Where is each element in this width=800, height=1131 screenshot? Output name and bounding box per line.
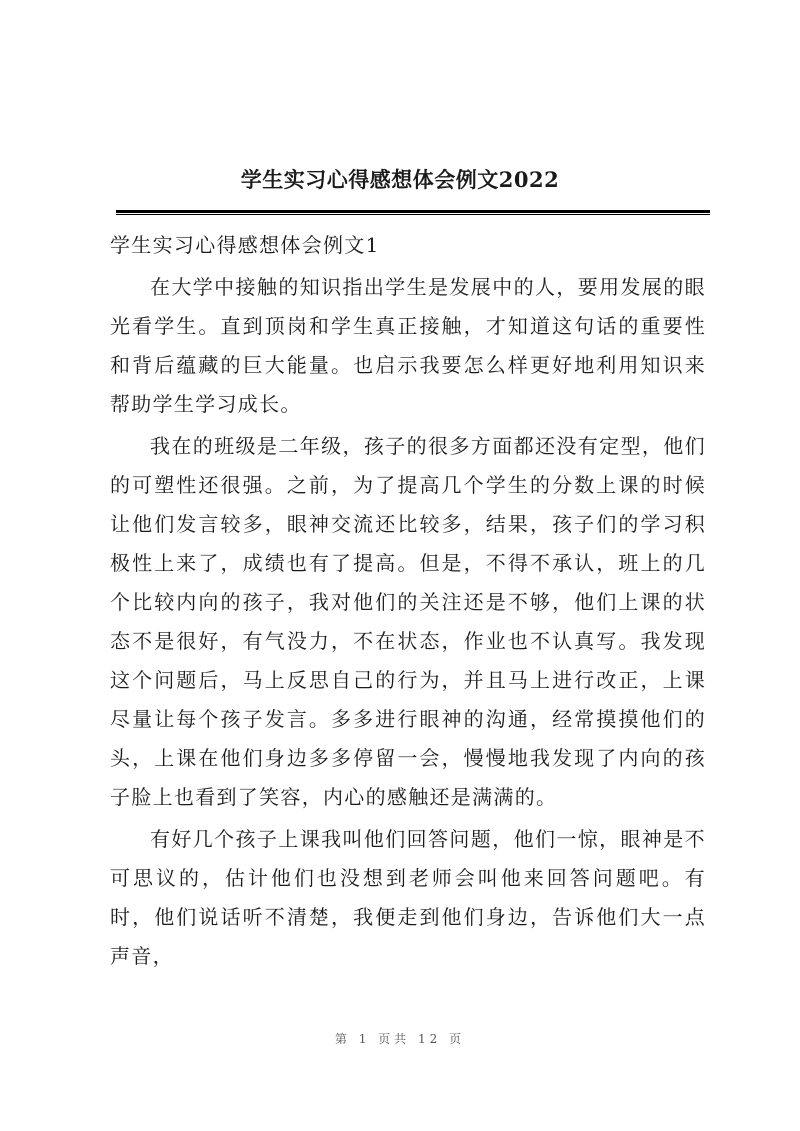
section-heading: 学生实习心得感想体会例文1 [110, 233, 380, 257]
document-title: 学生实习心得感想体会例文2022 [240, 167, 560, 192]
document-body [110, 226, 706, 979]
paragraph-1: 在大学中接触的知识指出学生是发展中的人，要用发展的眼光看学生。直到顶岗和学生真正接触，才知道这句话的重要性和背后蕴藏的巨大能量。也启示我要怎么样更好地利用知识来帮助学生学习成长。 [110, 275, 706, 416]
page-number-footer: 第 1 页共 12 页 [334, 1032, 466, 1046]
title-divider-thin [116, 214, 710, 215]
paragraph-2: 我在的班级是二年级，孩子的很多方面都还没有定型，他们的可塑性还很强。之前，为了提高几个学生的分数上课的时候让他们发言较多，眼神交流还比较多，结果，孩子们的学习积极性上来了，成绩也有了提高。但是，不得不承认，班上的几个比较内向的孩子，我对他们的关注还是不够，他们上课的状态不是很好，有气没力，不在状态，作业也不认真写。我发现这个问题后，马上反思自己的行为，并且马上进行改正，上课尽量让每个孩子发言。多多进行眼神的沟通，经常摸摸他们的头，上课在他们身边多多停留一会，慢慢地我发现了内向的孩子脸上也看到了笑容，内心的感触还是满满的。 [110, 434, 706, 809]
title-divider-thick [116, 210, 710, 213]
paragraph-3: 有好几个孩子上课我叫他们回答问题，他们一惊，眼神是不可思议的，估计他们也没想到老师会叫他来回答问题吧。有时，他们说话听不清楚，我便走到他们身边，告诉他们大一点声音， [110, 827, 706, 968]
